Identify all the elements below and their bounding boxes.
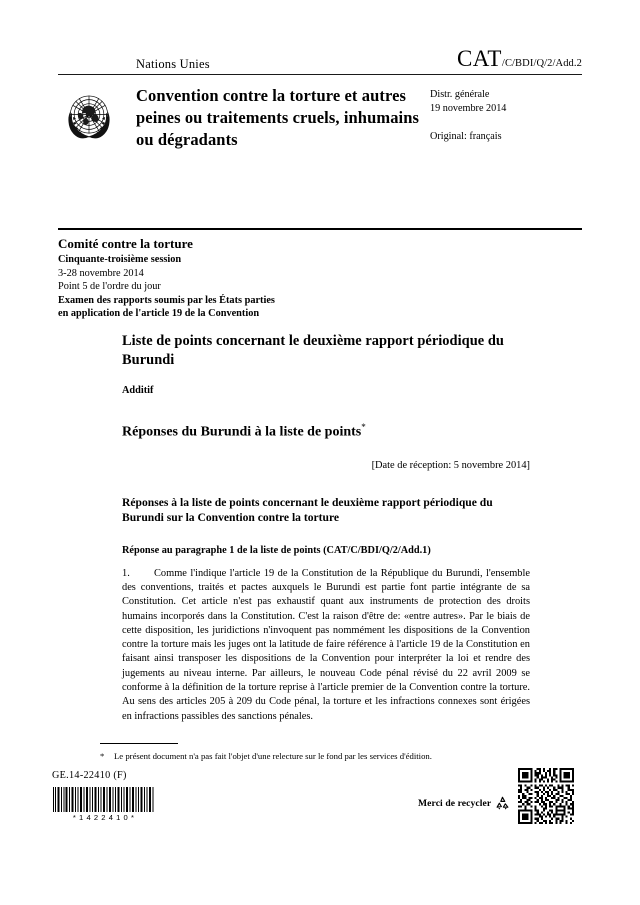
recycling-icon [494, 795, 511, 812]
footnote [100, 750, 550, 762]
committee-agenda-title-line2: en application de l'article 19 de la Convention [58, 308, 260, 320]
committee-name: Comité contre la torture [58, 236, 193, 251]
paragraph-reference: Réponse au paragraphe 1 de la liste de points (CAT/C/BDI/Q/2/Add.1) [122, 544, 431, 556]
committee-agenda-title-line1: Examen des rapports soumis par les États parties [58, 294, 275, 306]
paragraph-text: Comme l'indique l'article 19 de la Constitution de la République du Burundi, l'ensemble des conventions, traités et pactes auxquels le Burundi est partie font partie intégrante de sa Constitution. Cet article n'est pas exhaustif quant aux instruments de protection des droits humains incorporés dans la Constitution. C'est la raison d'être de: «entre autres». Par le biais de cette disposition, les juridictions n'invoquent pas nommément les dispositions de la Convention contre la torture mais les juges ont la latitude de faire référence à l'article 19 de la Constitution en faisant ainsi transposer les dispositions de la Convention pour interpréter la loi et rendre des jugements au niveau interne. Par ailleurs, le nouveau Code pénal révisé du 22 avril 2009 se conforme à la définition de la torture reprise à l'article premier de la Convention contre la torture. Au sens des articles 205 à 209 du Code pénal, la torture et les infractions connexes sont érigées en infractions passibles des sanctions pénales. [122, 567, 530, 722]
document-symbol [457, 46, 582, 72]
recycle-label: Merci de recycler [418, 798, 492, 809]
barcode [52, 787, 156, 812]
qr-code-container [516, 766, 576, 826]
masthead [58, 46, 582, 151]
emblem-container [58, 84, 136, 151]
footnote-divider [100, 743, 178, 744]
footnote-marker-icon: * [361, 422, 366, 432]
barcode-digits: *1422410* [72, 813, 138, 822]
distribution-spacer [430, 116, 582, 130]
distribution-date: 19 novembre 2014 [430, 103, 507, 114]
original-language: Original: français [430, 131, 502, 142]
barcode-container [52, 787, 156, 822]
additif-label: Additif [122, 385, 154, 396]
organization-name: Nations Unies [136, 57, 210, 71]
committee-block [58, 235, 582, 321]
convention-title: Convention contre la torture et autres peines ou traitements cruels, inhumains ou dégradants [136, 86, 420, 149]
footnote-text: Le présent document n'a pas fait l'objet d'une relecture sur le fond par les services d'édition. [114, 751, 432, 761]
section-heading: Réponses à la liste de points concernant le deuxième rapport périodique du Burundi sur la Convention contre la torture [122, 495, 493, 525]
body-paragraph [122, 567, 530, 724]
paragraph-number: 1. [122, 567, 130, 579]
committee-session-dates: 3-28 novembre 2014 [58, 267, 144, 279]
un-emblem [58, 86, 120, 148]
distribution-block [430, 84, 582, 151]
masthead-body-row [58, 84, 582, 151]
responses-heading-text: Réponses du Burundi à la liste de points [122, 424, 362, 440]
committee-agenda-item: Point 5 de l'ordre du jour [58, 281, 161, 293]
document-symbol-suffix: /C/BDI/Q/2/Add.2 [501, 58, 582, 69]
section-divider [58, 228, 582, 230]
masthead-divider [58, 74, 582, 75]
date-of-reception: [Date de réception: 5 novembre 2014] [371, 459, 530, 471]
distribution-label: Distr. générale [430, 89, 490, 100]
responses-heading [122, 418, 530, 442]
document-code: GE.14-22410 (F) [52, 770, 127, 781]
masthead-top-row [58, 46, 582, 72]
recycle-notice [418, 795, 511, 812]
document-content [122, 332, 530, 724]
document-symbol-prefix: CAT [456, 46, 502, 71]
page-title: Liste de points concernant le deuxième rapport périodique du Burundi [122, 333, 504, 368]
committee-session: Cinquante-troisième session [58, 254, 182, 265]
footnote-marker: * [100, 751, 105, 761]
qr-code [516, 766, 576, 826]
